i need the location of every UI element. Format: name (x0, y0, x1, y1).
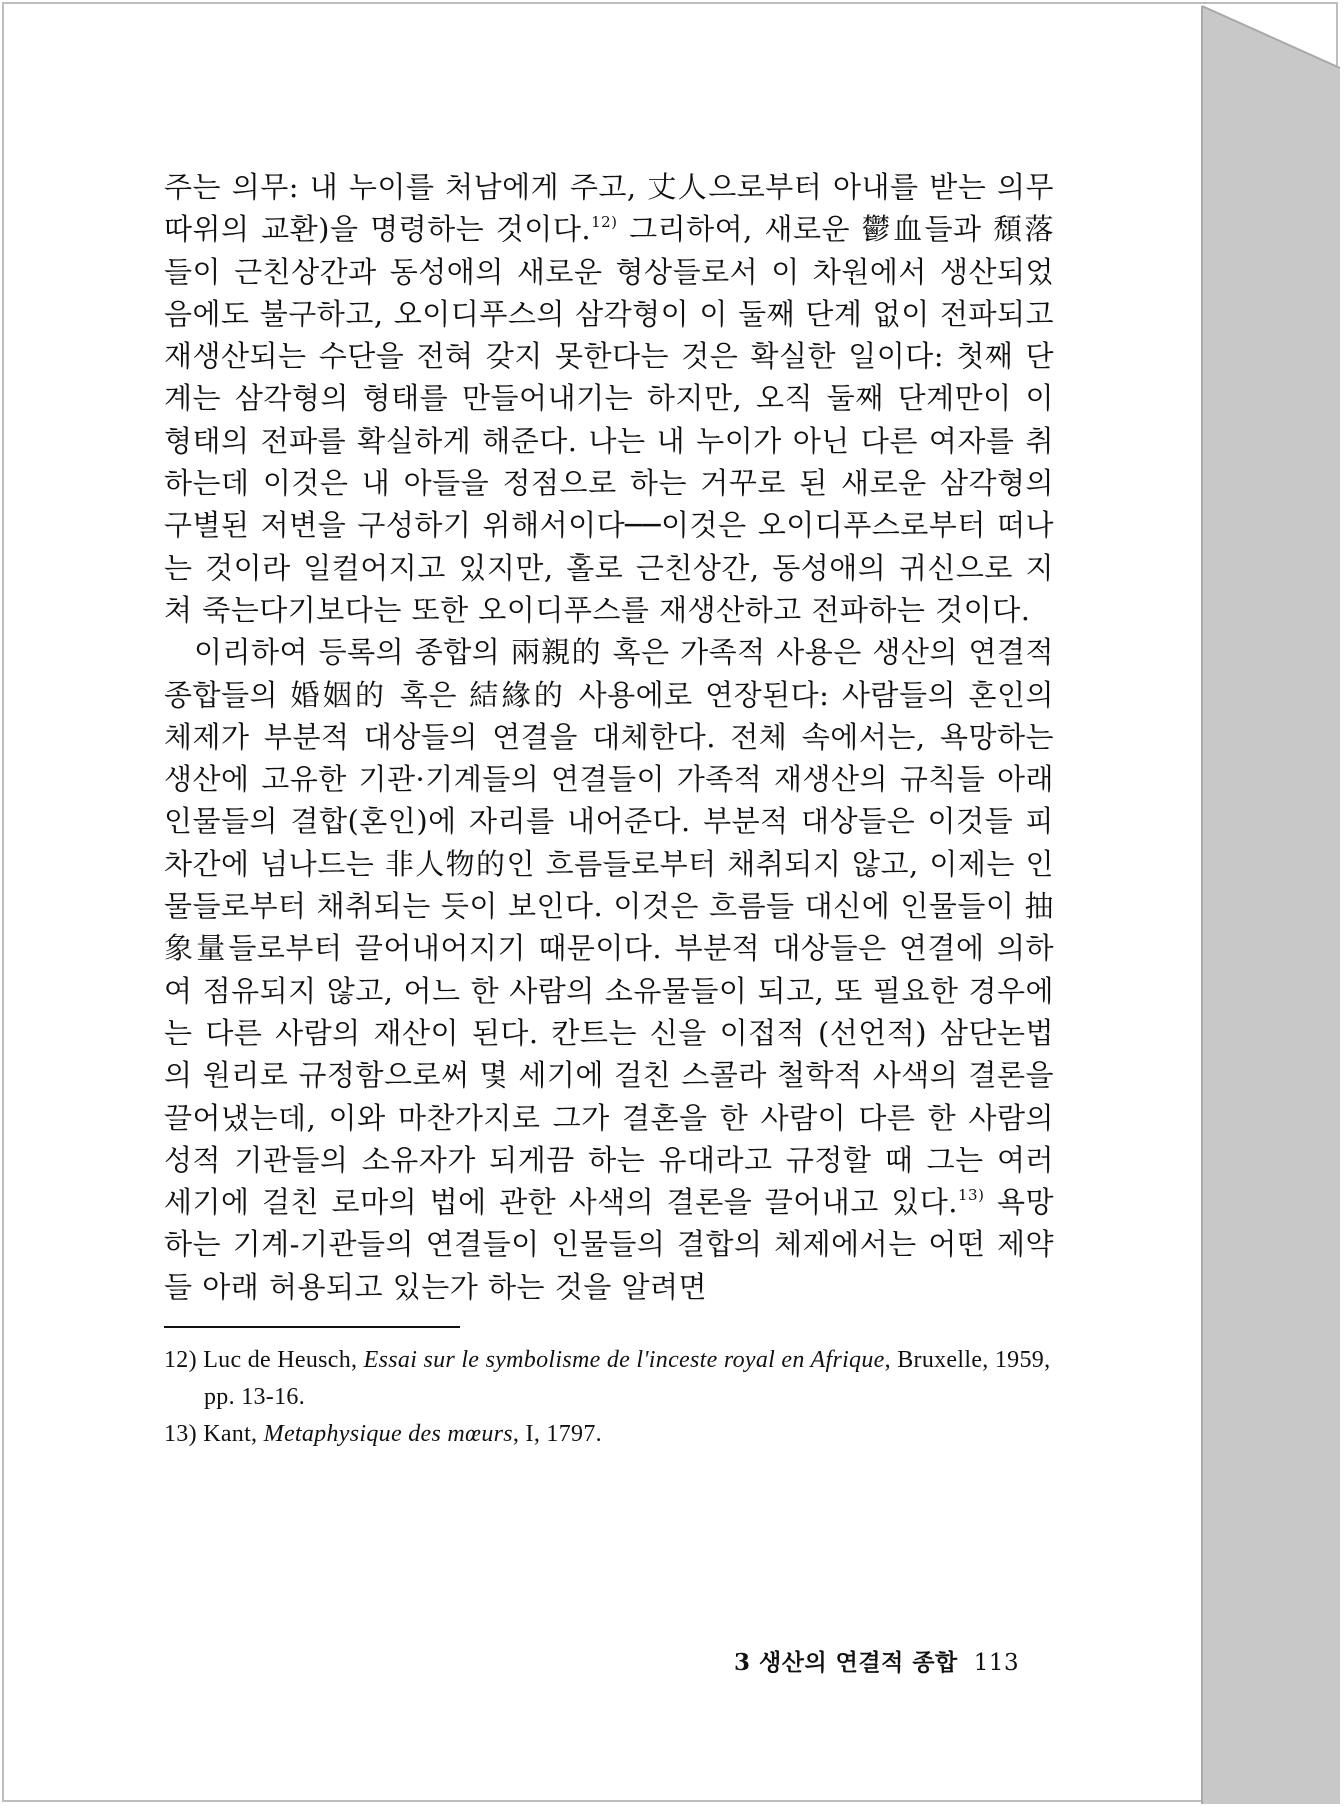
footnote-work-title: Essai sur le symbolisme de l'inceste royal en Afrique (363, 1347, 885, 1374)
footnote-ref-13[interactable]: 13) (958, 1186, 985, 1205)
footnote-ref-12[interactable]: 12) (591, 213, 618, 232)
paragraph-2-text-b: 욕망하는 기계-기관들의 연결들이 인물들의 결합의 체제에서는 어떤 제약들 아래 허용되고 있는가 하는 것을 알려면 (164, 1185, 1054, 1304)
book-page (2, 2, 1338, 1802)
footnote-work-title: Metaphysique des mœurs (263, 1421, 513, 1448)
page-content (164, 166, 1054, 1453)
footnote-marker: 13) (164, 1421, 197, 1448)
footnote-publication: , I, 1797. (512, 1421, 602, 1448)
footnote-13 (164, 1416, 1054, 1453)
paragraph-2-text-a: 이리하여 등록의 종합의 兩親的 혹은 가족적 사용은 생산의 연결적 종합들의 婚姻的 혹은 結緣的 사용에로 연장된다: 사람들의 혼인의 체제가 부분적 대상들의 연결을 대체한다. 전체 속에서는, 욕망하는 생산에 고유한 기관·기계들의 연결들이 가족적 재생산의 규칙들 아래 인물들의 결합(혼인)에 자리를 내어준다. 부분적 대상들은 이것들 피차간에 넘나드는 非人物的인 흐름들로부터 채취되지 않고, 이제는 인물들로부터 채취되는 듯이 보인다. 이것은 흐름들 대신에 인물들이 抽象量들로부터 끌어내어지기 때문이다. 부분적 대상들은 연결에 의하여 점유되지 않고, 어느 한 사람의 소유물들이 되고, 또 필요한 경우에는 다른 사람의 재산이 된다. 칸트는 신을 이접적 (선언적) 삼단논법의 원리로 규정함으로써 몇 세기에 걸친 스콜라 철학적 사색의 결론을 끌어냈는데, 이와 마찬가지로 그가 결혼을 한 사람이 다른 한 사람의 성적 기관들의 소유자가 되게끔 하는 유대라고 규정할 때 그는 여러 세기에 걸친 로마의 법에 관한 사색의 결론을 끌어내고 있다. (164, 635, 1054, 1220)
footnote-author: Luc de Heusch, (196, 1347, 364, 1374)
page-stack-side (1202, 6, 1340, 1804)
chapter-title: 3 생산의 연결적 종합 (734, 1649, 958, 1676)
paragraph-1-text-b: 그리하여, 새로운 鬱血들과 頹落들이 근친상간과 동성애의 새로운 형상들로서 이 차원에서 생산되었음에도 불구하고, 오이디푸스의 삼각형이 이 둘째 단계 없이 전파되고 재생산되는 수단을 전혀 갖지 못한다는 것은 확실한 일이다: 첫째 단계는 삼각형의 형태를 만들어내기는 하지만, 오직 둘째 단계만이 이 형태의 전파를 확실하게 해준다. 나는 내 누이가 아닌 다른 여자를 취하는데 이것은 내 아들을 정점으로 하는 거꾸로 된 새로운 삼각형의 구별된 저변을 구성하기 위해서이다──이것은 오이디푸스로부터 떠나는 것이라 일컬어지고 있지만, 홀로 근친상간, 동성애의 귀신으로 지쳐 죽는다기보다는 또한 오이디푸스를 재생산하고 전파하는 것이다. (164, 212, 1055, 627)
paragraph-2 (164, 631, 1054, 1308)
footnote-12 (164, 1342, 1054, 1416)
page-number: 113 (973, 1650, 1020, 1676)
footnote-author: Kant, (196, 1421, 264, 1448)
paragraph-1 (164, 166, 1054, 631)
paragraph-1-text-a: 주는 의무: 내 누이를 처남에게 주고, 丈人으로부터 아내를 받는 의무 따위의 교환)을 명령하는 것이다. (164, 170, 1054, 247)
footnote-publication: , Bruxelle, 1959, pp. 13-16. (204, 1347, 1051, 1411)
footnote-divider (164, 1326, 460, 1328)
running-footer (734, 1644, 1019, 1677)
footnote-marker: 12) (164, 1347, 197, 1374)
